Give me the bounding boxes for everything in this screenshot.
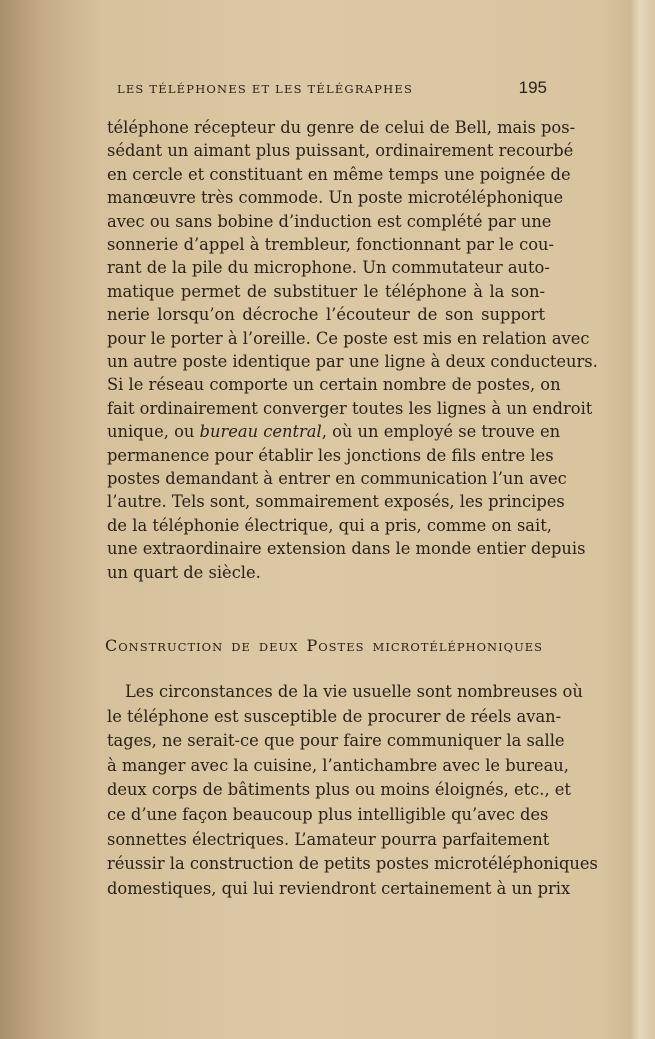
text-line: permanence pour établir les jonctions de fils entre les — [107, 445, 554, 465]
text-line: sonnettes électriques. L’amateur pourra parfaitement — [107, 829, 550, 849]
text-line: fait ordinairement converger toutes les lignes à un endroit — [107, 398, 593, 418]
heading-initial: P — [306, 636, 319, 655]
text-line: un quart de siècle. — [107, 562, 261, 582]
text-line: téléphone récepteur du genre de celui de Bell, mais pos- — [107, 118, 576, 137]
text-line: domestiques, qui lui reviendront certainement à un prix — [107, 878, 571, 898]
text-line: rant de la pile du microphone. Un commutateur auto- — [107, 258, 550, 278]
text-line: matique permet de substituer le téléphone à la son- — [107, 281, 545, 301]
text-line: à manger avec la cuisine, l’antichambre avec le bureau, — [107, 755, 569, 775]
heading-word: ONSTRUCTION — [118, 640, 224, 654]
text-line: unique, ou bureau central, où un employé se trouve en — [107, 422, 561, 442]
heading-word: OSTES — [318, 640, 365, 654]
text-line: Les circonstances de la vie usuelle sont nombreuses où — [125, 682, 583, 701]
text-line: manœuvre très commode. Un poste microtéléphonique — [107, 188, 564, 208]
text-line: en cercle et constituant en même temps une poignée de — [107, 164, 571, 184]
running-head-title: LES TÉLÉPHONES ET LES TÉLÉGRAPHES — [117, 82, 414, 96]
section-heading — [105, 636, 543, 655]
heading-initial: C — [105, 636, 119, 655]
text-line: nerie lorsqu’on décroche l’écouteur de son support — [107, 305, 545, 325]
text-line: ce d’une façon beaucoup plus intelligible qu’avec des — [107, 805, 549, 824]
text-line: tages, ne serait-ce que pour faire communiquer la salle — [107, 731, 565, 751]
text-line: de la téléphonie électrique, qui a pris, comme on sait, — [107, 515, 552, 535]
text-line: réussir la construction de petits postes microtéléphoniques — [107, 854, 598, 874]
text-line: deux corps de bâtiments plus ou moins éloignés, etc., et — [107, 780, 571, 800]
text-line: sonnerie d’appel à trembleur, fonctionnant par le cou- — [107, 235, 554, 254]
heading-word: MICROTÉLÉPHONIQUES — [372, 640, 544, 654]
text-line: sédant un aimant plus puissant, ordinairement recourbé — [107, 141, 574, 161]
text-line: avec ou sans bobine d’induction est complété par une — [107, 211, 552, 231]
page-number: 195 — [518, 78, 547, 97]
text-line: un autre poste identique par une ligne à deux conducteurs. — [107, 352, 598, 371]
heading-word: DE — [231, 640, 251, 654]
heading-word: DEUX — [258, 640, 299, 654]
text-line: une extraordinaire extension dans le monde entier depuis — [107, 539, 586, 559]
text-line: pour le porter à l’oreille. Ce poste est mis en relation avec — [107, 328, 590, 348]
text-line: l’autre. Tels sont, sommairement exposés, les principes — [107, 492, 565, 512]
running-head — [117, 78, 547, 100]
text-line: Si le réseau comporte un certain nombre de postes, on — [107, 375, 561, 395]
text-line: le téléphone est susceptible de procurer de réels avan- — [107, 706, 562, 726]
text-line: postes demandant à entrer en communication l’un avec — [107, 469, 567, 488]
